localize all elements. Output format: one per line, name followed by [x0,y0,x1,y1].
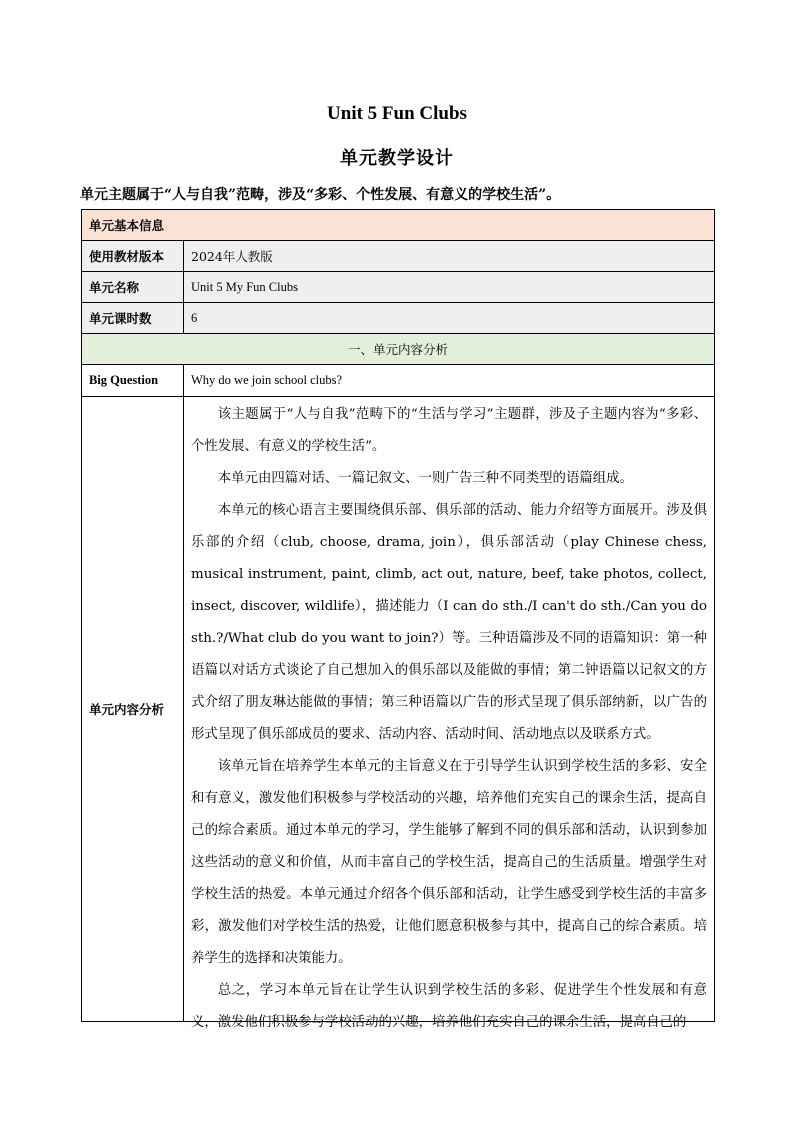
unit-design-table [81,209,715,1030]
content-analysis-text [184,397,715,1030]
analysis-paragraph: 本单元的核心语言主要围绕俱乐部、俱乐部的活动、能力介绍等方面展开。涉及俱乐部的介绍（club, choose, drama, join），俱乐部活动（play Chinese chess, musical instrument, paint, climb, act out, nature, beef, take photos, collect, insect, discover, wildlife），描述能力（I can do sth./I can't do sth./Can you do sth.?/What club do you want to join?）等。三种语篇涉及不同的语篇知识：第一种语篇以对话方式谈论了自己想加入的俱乐部以及能做的事情；第二钟语篇以记叙文的方式介绍了朋友琳达能做的事情；第三种语篇以广告的形式呈现了俱乐部纳新，以广告的形式呈现了俱乐部成员的要求、活动内容、活动时间、活动地点以及联系方式。 [191,503,708,742]
analysis-paragraph: 总之，学习本单元旨在让学生认识到学校生活的多彩、促进学生个性发展和有意义，激发他们积极参与学校活动的兴趣，培养他们充实自己的课余生活，提高自己的 [191,983,708,1030]
table-row-textbook [82,241,715,272]
table-row-lesson-count [82,303,715,334]
row-value-unit-name: Unit 5 My Fun Clubs [184,272,715,303]
document-title-en: Unit 5 Fun Clubs [327,103,467,124]
row-label-lesson-count: 单元课时数 [82,303,184,334]
row-value-big-question: Why do we join school clubs? [184,365,715,397]
unit-theme-statement: 单元主题属于“人与自我”范畴，涉及“多彩、个性发展、有意义的学校生活”。 [80,187,561,203]
row-label-big-question: Big Question [82,365,184,397]
analysis-paragraph: 本单元由四篇对话、一篇记叙文、一则广告三种不同类型的语篇组成。 [217,471,633,486]
row-label-textbook: 使用教材版本 [82,241,184,272]
section-content-analysis-heading: 一、单元内容分析 [82,334,715,365]
analysis-paragraph: 该主题属于“人与自我”范畴下的“生活与学习”主题群，涉及子主题内容为“多彩、个性发展、有意义的学校生活”。 [191,407,708,454]
table-row-unit-name [82,272,715,303]
section-basic-info-heading: 单元基本信息 [82,210,715,241]
table-row-big-question [82,365,715,397]
row-label-content-analysis: 单元内容分析 [82,397,184,1022]
section-row-content-analysis [82,334,715,365]
row-value-lesson-count: 6 [184,303,715,334]
row-value-textbook: 2024年人教版 [184,241,715,272]
analysis-paragraph: 该单元旨在培养学生本单元的主旨意义在于引导学生认识到学校生活的多彩、安全和有意义，激发他们积极参与学校活动的兴趣，培养他们充实自己的课余生活，提高自己的综合素质。通过本单元的学习，学生能够了解到不同的俱乐部和活动，认识到参加这些活动的意义和价值，从而丰富自己的学校生活，提高自己的生活质量。增强学生对学校生活的热爱。本单元通过介绍各个俱乐部和活动，让学生感受到学校生活的丰富多彩，激发他们对学校生活的热爱，让他们愿意积极参与其中，提高自己的综合素质。培养学生的选择和决策能力。 [191,759,708,966]
section-row-basic-info [82,210,715,241]
row-label-unit-name: 单元名称 [82,272,184,303]
table-row-content-analysis [82,397,715,1022]
document-title-cn: 单元教学设计 [340,148,454,169]
